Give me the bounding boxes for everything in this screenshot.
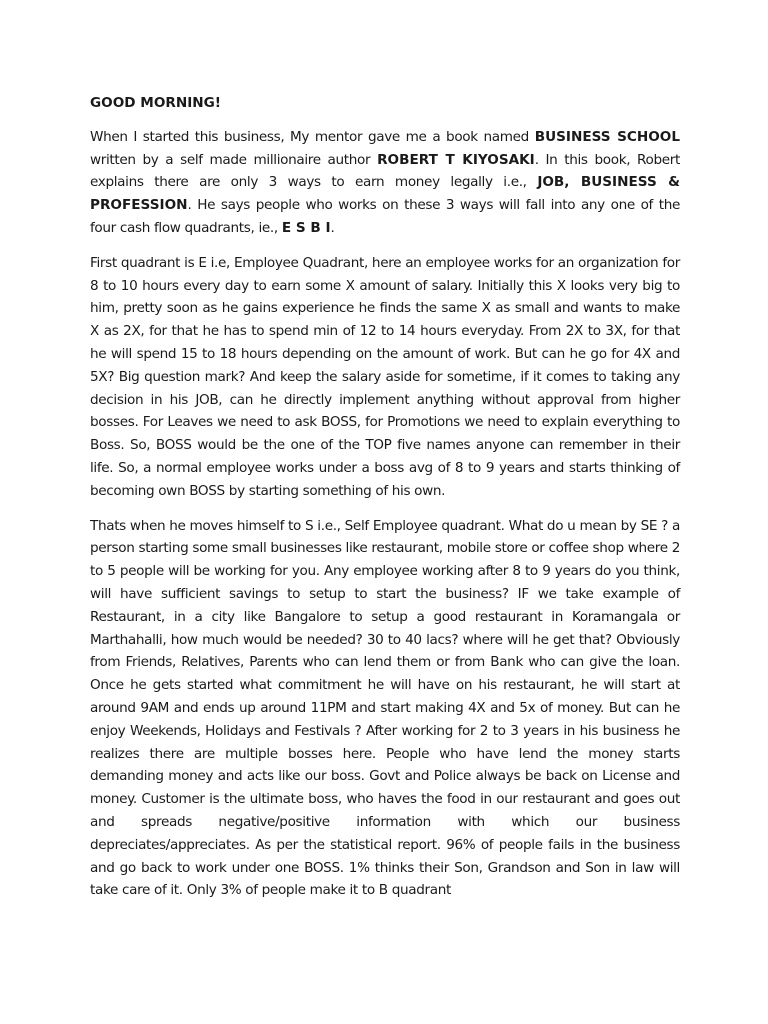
intro-text-4: . He says people who works on these 3 ways will fall into any one of the four cash flow quadrants, ie.,: [90, 197, 680, 236]
intro-paragraph: [90, 126, 680, 240]
author-name: ROBERT T KIYOSAKI: [377, 151, 535, 168]
employee-quadrant-paragraph: First quadrant is E i.e, Employee Quadrant, here an employee works for an organization for 8 to 10 hours every day to earn some X amount of salary. Initially this X looks very big to him, pretty soon as he gains experience he finds the same X as small and wants to make X as 2X, for that he has to spend min of 12 to 14 hours everyday. From 2X to 3X, for that he will spend 15 to 18 hours depending on the amount of work. But can he go for 4X and 5X? Big question mark? And keep the salary aside for sometime, if it comes to taking any decision in his JOB, can he directly implement anything without approval from higher bosses. For Leaves we need to ask BOSS, for Promotions we need to explain everything to Boss. So, BOSS would be the one of the TOP five names anyone can remember in their life. So, a normal employee works under a boss avg of 8 to 9 years and starts thinking of becoming own BOSS by starting something of his own.: [90, 254, 680, 499]
intro-text-2: written by a self made millionaire author: [90, 151, 378, 168]
intro-text-5: .: [330, 219, 335, 236]
book-title: BUSINESS SCHOOL: [534, 128, 681, 145]
greeting-heading: GOOD MORNING!: [90, 95, 222, 111]
intro-text-3: . In this book, Robert explains there are only 3 ways to earn money legally i.e.,: [90, 151, 680, 191]
intro-text-1: When I started this business, My mentor gave me a book named: [90, 128, 535, 145]
quadrant-letters: E S B I: [281, 219, 331, 236]
earning-ways: JOB, BUSINESS & PROFESSION: [90, 174, 681, 214]
self-employee-quadrant-paragraph: Thats when he moves himself to S i.e., Self Employee quadrant. What do u mean by SE ? a person starting some small businesses like restaurant, mobile store or coffee shop where 2 to 5 people will be working for you. Any employee working after 8 to 9 years do you think, will have sufficient savings to setup to start the business? IF we take example of Restaurant, in a city like Bangalore to setup a good restaurant in Koramangala or Marthahalli, how much would be needed? 30 to 40 lacs? where will he get that? Obviously from Friends, Relatives, Parents who can lend them or from Bank who can give the loan. Once he gets started what commitment he will have on his restaurant, he will start at around 9AM and ends up around 11PM and start making 4X and 5x of money. But can he enjoy Weekends, Holidays and Festivals ? After working for 2 to 3 years in his business he realizes there are multiple bosses here. People who have lend the money starts demanding money and acts like our boss. Govt and Police always be back on License and money. Customer is the ultimate boss, who haves the food in our restaurant and goes out and spreads negative/positive information with which our business depreciates/appreciates. As per the statistical report. 96% of people fails in the business and go back to work under one BOSS. 1% thinks their Son, Grandson and Son in law will take care of it. Only 3% of people make it to B quadrant: [90, 517, 680, 899]
